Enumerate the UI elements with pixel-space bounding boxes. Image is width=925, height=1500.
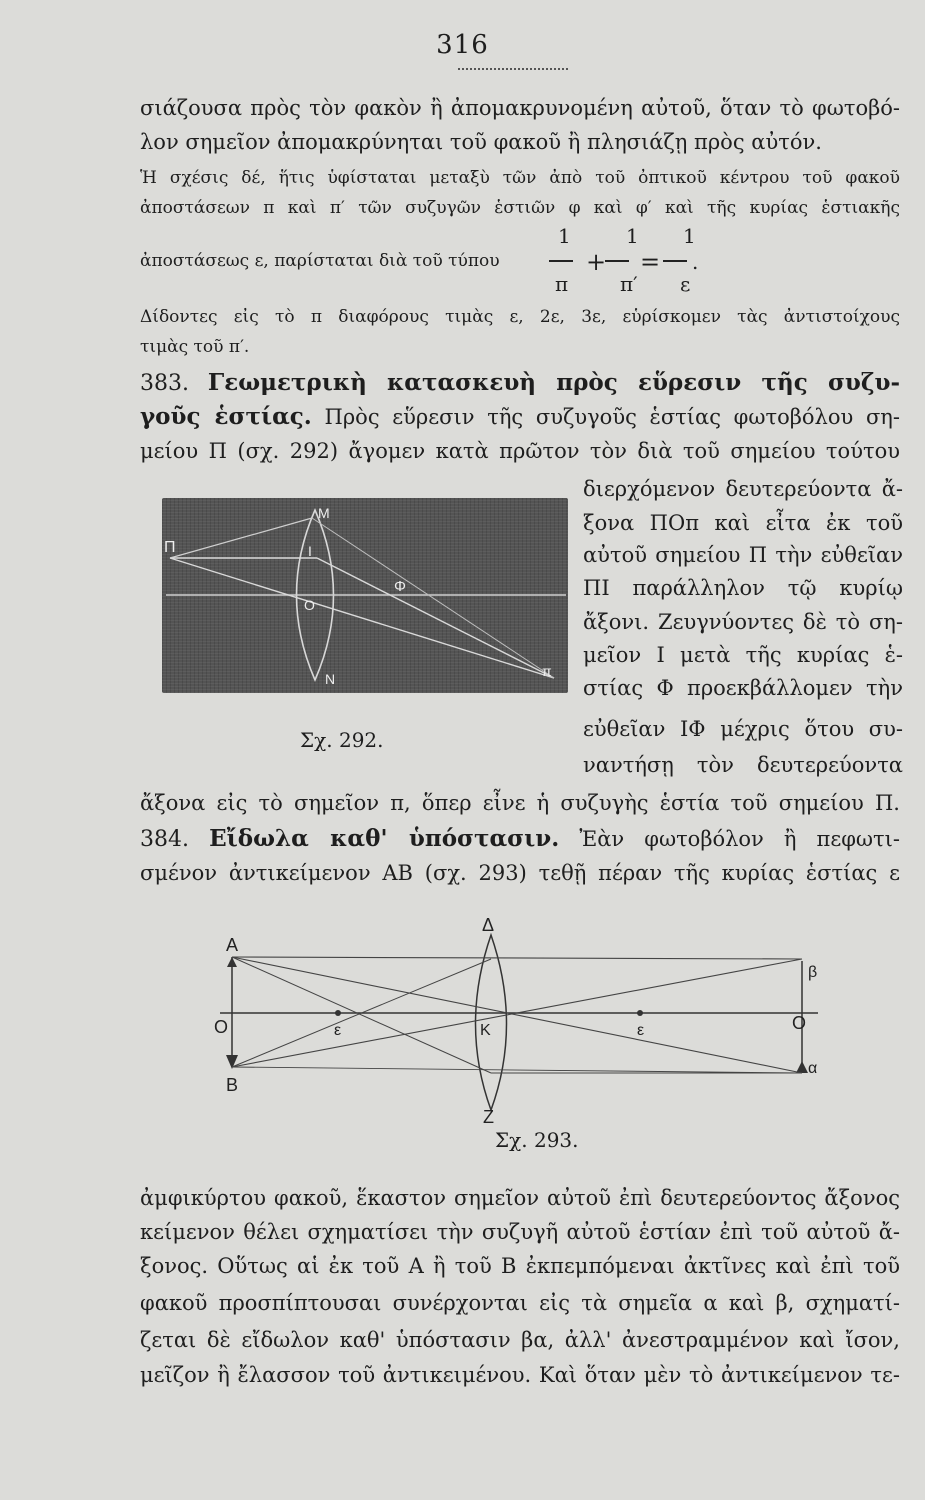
section-title: γοῦς ἑστίας. xyxy=(140,403,312,430)
fig292-label-N: N xyxy=(325,671,336,687)
text-line: ζεται δὲ εἴδωλον καθ' ὑπόστασιν βα, ἀλλ' ἀνεστραμμένον καὶ ἴσον, xyxy=(140,1328,900,1352)
figure-293-caption: Σχ. 293. xyxy=(495,1128,579,1152)
formula-plus: + xyxy=(586,248,607,276)
fig292-label-P: Π xyxy=(164,539,176,556)
formula-equals: = xyxy=(640,248,661,276)
text-line: ἀμφικύρτου φακοῦ, ἕκαστον σημεῖον αὐτοῦ ἐπὶ δευτερεύοντος ἄξονος xyxy=(140,1186,900,1210)
text-line: μεῖζον ἢ ἔλασσον τοῦ ἀντικειμένου. Καὶ ὅταν μὲν τὸ ἀντικείμενον τε- xyxy=(140,1363,900,1387)
fig293-label-Delta: Δ xyxy=(482,915,495,935)
fig293-label-alpha: α xyxy=(808,1060,818,1077)
text-span: Πρὸς εὕρεσιν τῆς συζυγοῦς ἑστίας φωτοβόλου ση- xyxy=(324,405,900,429)
section-384-heading xyxy=(140,824,900,855)
text-line: ἄξονι. Ζευγνύοντες δὲ τὸ ση- xyxy=(583,610,903,634)
fig293-label-K: K xyxy=(480,1022,491,1039)
text-line: ξονος. Οὕτως αἱ ἐκ τοῦ Α ἢ τοῦ Β ἐκπεμπόμεναι ἀκτῖνες καὶ ἐπὶ τοῦ xyxy=(140,1254,900,1278)
text-line: φακοῦ προσπίπτουσαι συνέρχονται εἰς τὰ σημεῖα α καὶ β, σχηματί- xyxy=(140,1291,900,1315)
text-line: μείου Π (σχ. 292) ἄγομεν κατὰ πρῶτον τὸν διὰ τοῦ σημείου τούτου xyxy=(140,439,900,463)
text-line: ΠΙ παράλληλον τῷ κυρίῳ xyxy=(583,576,903,600)
text-line: εὐθεῖαν ΙΦ μέχρις ὅτου συ- xyxy=(583,717,903,741)
text-line: μεῖον Ι μετὰ τῆς κυρίας ἑ- xyxy=(583,643,903,667)
text-line: ἄξονα εἰς τὸ σημεῖον π, ὅπερ εἶνε ἡ συζυγὴς ἑστία τοῦ σημείου Π. xyxy=(140,791,900,815)
text-line xyxy=(140,402,900,432)
section-383-heading xyxy=(140,368,900,399)
formula-denominator: ε xyxy=(680,272,691,296)
formula-numerator: 1 xyxy=(558,224,571,248)
formula-denominator: π xyxy=(555,272,569,296)
fig293-label-B: B xyxy=(226,1075,239,1095)
figure-292 xyxy=(162,498,568,693)
text-line: Ἡ σχέσις δέ, ἥτις ὑφίσταται μεταξὺ τῶν ἀπὸ τοῦ ὀπτικοῦ κέντρου τοῦ φακοῦ xyxy=(140,168,900,188)
text-line: σμένον ἀντικείμενον ΑΒ (σχ. 293) τεθῇ πέραν τῆς κυρίας ἑστίας ε xyxy=(140,861,900,885)
text-line: ἀποστάσεως ε, παρίσταται διὰ τοῦ τύπου xyxy=(140,251,500,271)
section-title: Γεωμετρικὴ κατασκευὴ πρὸς εὕρεσιν τῆς συζυ- xyxy=(207,369,900,396)
text-line: ἀποστάσεων π καὶ π′ τῶν συζυγῶν ἑστιῶν φ καὶ φ′ καὶ τῆς κυρίας ἑστιακῆς xyxy=(140,198,900,218)
figure-292-diagram xyxy=(162,498,568,693)
text-line: ξονα ΠΟπ καὶ εἶτα ἐκ τοῦ xyxy=(583,511,903,535)
fig293-label-O-right: O xyxy=(792,1013,807,1033)
fig292-label-O: O xyxy=(304,597,315,613)
page-number: 316 xyxy=(436,30,489,60)
formula-denominator: π′ xyxy=(620,272,638,296)
text-line: διερχόμενον δευτερεύοντα ἄ- xyxy=(583,477,903,501)
fig293-label-O-left: O xyxy=(214,1017,229,1037)
figure-293-diagram xyxy=(210,905,830,1125)
figure-292-caption: Σχ. 292. xyxy=(300,728,384,752)
text-line: κείμενον θέλει σχηματίσει τὴν συζυγῆ αὐτοῦ ἑστίαν ἐπὶ τοῦ αὐτοῦ ἄ- xyxy=(140,1220,900,1244)
text-span: Ἐὰν φωτοβόλον ἢ πεφωτι- xyxy=(579,827,900,851)
section-number: 384. xyxy=(140,827,189,852)
text-line: Δίδοντες εἰς τὸ π διαφόρους τιμὰς ε, 2ε, 3ε, εὑρίσκομεν τὰς ἀντιστοίχους xyxy=(140,307,900,327)
text-line: ναντήσῃ τὸν δευτερεύοντα xyxy=(583,753,903,777)
fig292-label-pi: π xyxy=(542,663,552,679)
text-line: αὐτοῦ σημείου Π τὴν εὐθεῖαν xyxy=(583,543,903,567)
fig293-label-e-right: ε xyxy=(637,1022,645,1039)
fig293-label-Z: Z xyxy=(483,1107,494,1125)
fig293-label-beta: β xyxy=(808,964,818,981)
fig292-label-Phi: Φ xyxy=(394,578,406,595)
page-number-rule xyxy=(458,68,568,70)
formula-bars xyxy=(545,255,705,267)
text-line: τιμὰς τοῦ π′. xyxy=(140,337,250,357)
fig292-label-I: I xyxy=(308,543,312,559)
formula-numerator: 1 xyxy=(683,224,696,248)
text-line: στίας Φ προεκβάλλομεν τὴν xyxy=(583,676,903,700)
text-line: λον σημεῖον ἀπομακρύνηται τοῦ φακοῦ ἢ πλησιάζῃ πρὸς αὐτόν. xyxy=(140,130,822,154)
text-line: σιάζουσα πρὸς τὸν φακὸν ἢ ἀπομακρυνομένη αὐτοῦ, ὅταν τὸ φωτοβό- xyxy=(140,96,900,120)
formula-period: . xyxy=(692,250,699,274)
formula-numerator: 1 xyxy=(626,224,639,248)
section-title: Εἴδωλα καθ' ὑπόστασιν. xyxy=(209,825,560,852)
section-number: 383. xyxy=(140,371,189,396)
fig292-label-M: M xyxy=(318,505,330,521)
fig293-label-e-left: ε xyxy=(334,1022,342,1039)
fig293-label-A: A xyxy=(226,935,239,955)
